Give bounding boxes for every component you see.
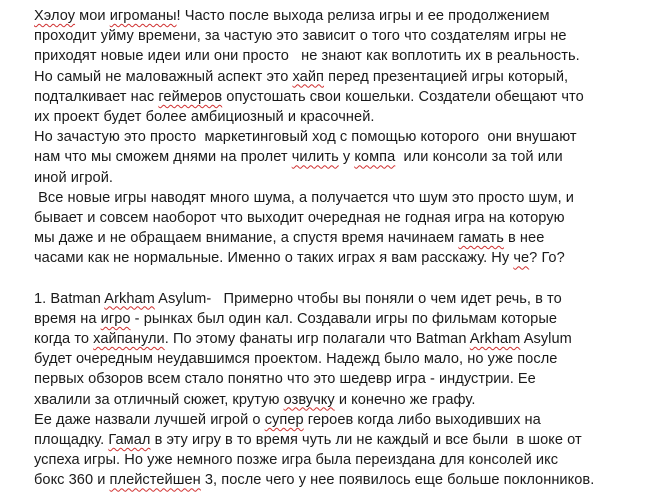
text-line [34,390,664,410]
text-segment: их проект будет более амбициозный и красочней. [34,108,375,125]
misspelled-word: супер [264,411,304,428]
misspelled-word: хайп [292,68,325,85]
text-segment: иной игрой. [34,169,113,186]
misspelled-word: игро [100,310,131,327]
text-segment: Все новые игры наводят много шума, а получается что шум это просто шум, и [34,189,574,206]
text-segment: будет очередным неудавшимся проектом. Надежд было мало, но уже после [34,351,558,368]
text-line [34,147,664,167]
text-segment: Asylum [520,331,572,347]
text-segment: ! Часто после выхода релиза игры и ее продолжением [176,8,550,24]
text-segment: - рынках был один кал. Создавали игры по фильмам которые [130,310,558,327]
text-segment: 1. Batman [34,290,105,307]
text-line [34,248,664,268]
text-segment: Asylum- Примерно чтобы вы поняли о чем идет речь, в то [154,290,562,307]
misspelled-word: гамать [458,230,504,247]
text-segment: в эту игру в то время чуть ли не каждый и все были в шоке от [150,431,582,448]
text-line [34,67,664,87]
misspelled-word: хайпанули [93,331,165,347]
text-line [34,430,664,450]
text-line [34,329,664,349]
misspelled-word: компа [354,149,396,166]
text-line [34,208,664,228]
text-line [34,6,664,26]
misspelled-word: озвучку [283,391,335,408]
text-line [34,228,664,248]
misspelled-word: игроманы [109,8,177,24]
text-segment: нам что мы сможем днями на пролет [34,149,292,166]
text-segment: приходят новые идеи или они просто не знают как воплотить их в реальность. [34,48,580,65]
text-segment: Но самый не маловажный аспект это [34,68,293,85]
text-segment: мои [75,8,110,24]
document-body [34,6,664,491]
misspelled-word: плейстейшен [109,472,201,489]
text-line [34,127,664,147]
text-segment: Но зачастую это просто маркетинговый ход с помощью которого они внушают [34,129,577,146]
text-segment: бокс 360 и [34,472,110,489]
text-line [34,309,664,329]
text-segment: ? Го? [529,250,565,267]
text-segment: площадку. [34,431,109,448]
misspelled-word: чилить [291,149,339,166]
text-line [34,87,664,107]
misspelled-word: че [513,250,530,267]
text-segment: мы даже и не обращаем внимание, а спустя время начинаем [34,230,459,247]
text-segment: перед презентацией игры который, [324,68,569,85]
misspelled-word: Хэлоу [34,8,76,24]
text-segment: время на [34,310,101,327]
text-segment: бывает и совсем наоборот что выходит очередная не годная игра на которую [34,209,565,226]
text-segment: героев когда либо выходивших на [303,411,541,428]
blank-line [34,268,664,288]
text-line [34,26,664,46]
text-line [34,450,664,470]
text-segment: проходит уйму времени, за частую это зависит о того что создателям игры не [34,28,567,45]
text-segment: 3, после чего у нее появилось еще больше поклонников. [200,472,595,489]
text-line [34,410,664,430]
text-line [34,289,664,309]
text-segment: успеха игры. Но уже немного позже игра была переиздана для консолей икс [34,452,559,469]
text-line [34,470,664,490]
text-line [34,168,664,188]
text-line [34,349,664,369]
text-segment: в нее [503,230,545,247]
text-line [34,188,664,208]
text-line [34,369,664,389]
text-segment: Ее даже назвали лучшей игрой о [34,411,265,428]
misspelled-word: Arkham [104,290,155,307]
text-line [34,46,664,66]
misspelled-word: Гамал [108,431,151,448]
text-segment: опустошать свои кошельки. Создатели обещают что [222,88,584,105]
text-segment: когда то [34,331,94,347]
text-segment: часами как не нормальные. Именно о таких играх я вам расскажу. Ну [34,250,514,267]
text-segment: первых обзоров всем стало понятно что это шедевр игра - индустрии. Ее [34,371,536,388]
text-segment: и конечно же графу. [334,391,476,408]
text-segment: хвалили за отличный сюжет, крутую [34,391,284,408]
text-segment: или консоли за той или [395,149,563,166]
text-segment: подталкивает нас [34,88,159,105]
misspelled-word: геймеров [158,88,223,105]
text-line [34,107,664,127]
text-segment: у [338,149,355,166]
misspelled-word: Arkham [469,331,521,347]
text-segment: . По этому фанаты игр полагали что Batman [164,331,470,347]
